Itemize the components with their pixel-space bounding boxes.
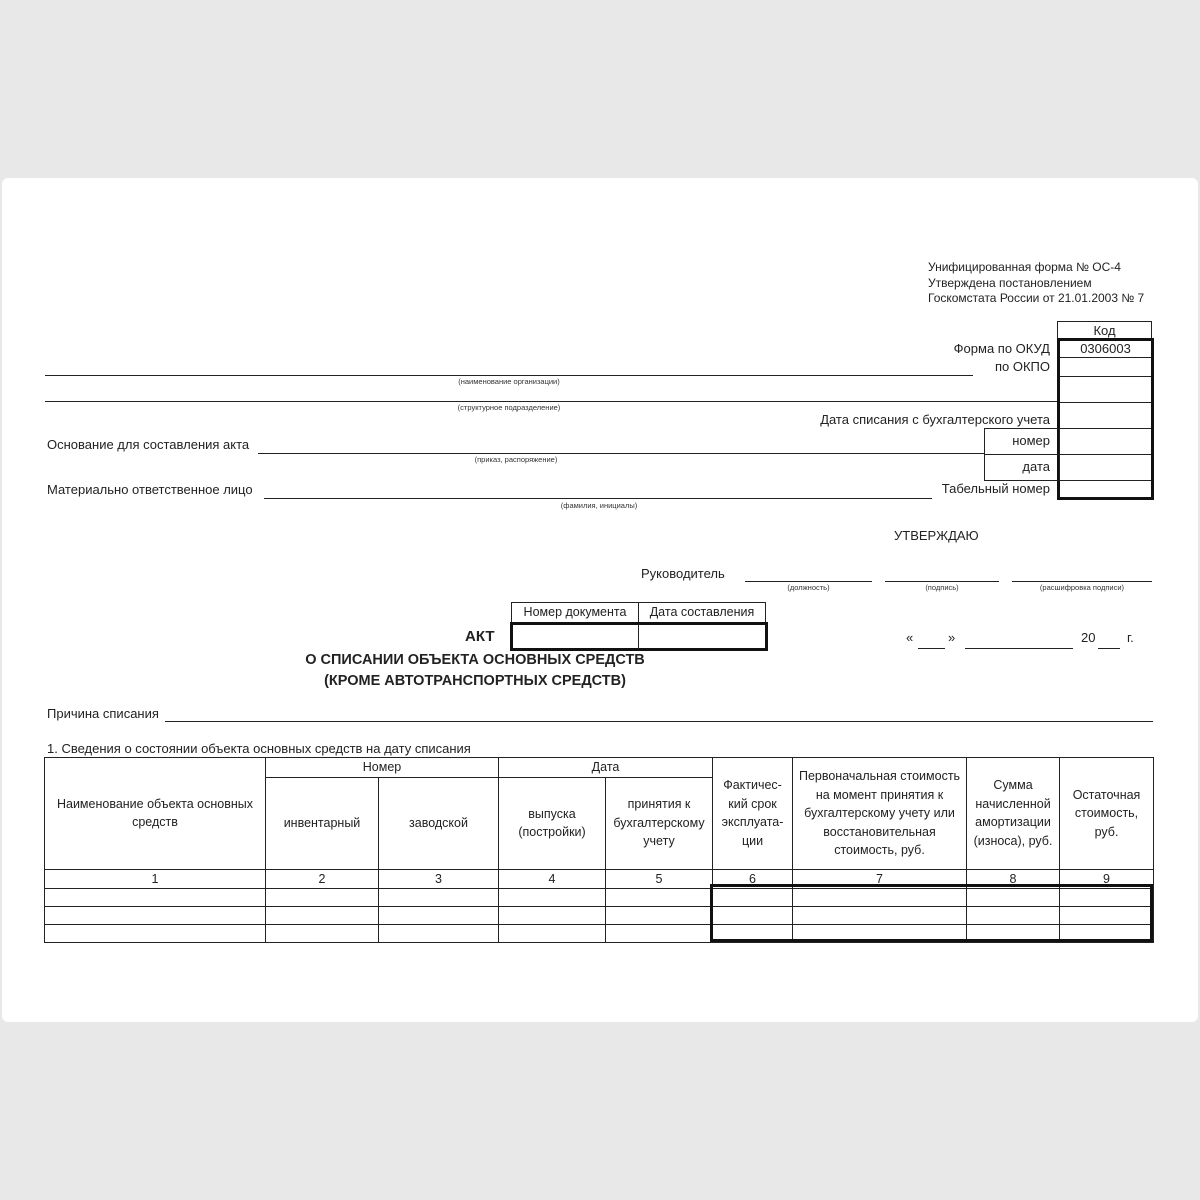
table-cell[interactable] (45, 907, 266, 925)
date-group-header: Дата (499, 758, 713, 778)
doc-date-field[interactable] (640, 625, 764, 648)
table-cell[interactable] (266, 907, 379, 925)
col-initial-cost-header: Первоначальная стоимость на момент принятия к бухгалтерскому учету или восстановительная стоимость, руб. (793, 758, 967, 870)
reason-line[interactable] (165, 721, 1153, 722)
table-cell[interactable] (606, 907, 713, 925)
doc-title: АКТ (465, 628, 495, 645)
signature-caption: (подпись) (925, 583, 959, 592)
table-cell[interactable] (606, 925, 713, 943)
year-suffix: г. (1127, 630, 1134, 645)
table-cell[interactable] (379, 889, 499, 907)
division-line[interactable] (45, 401, 1057, 402)
position-line[interactable] (745, 581, 872, 582)
table-cell[interactable] (499, 889, 606, 907)
col-inventory-header: инвентарный (266, 777, 379, 869)
col-number: 4 (499, 869, 606, 889)
col-number: 2 (266, 869, 379, 889)
col-service-life-header: Фактичес-кий срок эксплуата-ции (713, 758, 793, 870)
reason-label: Причина списания (47, 706, 159, 721)
responsible-line[interactable] (264, 498, 932, 499)
approve-label: УТВЕРЖДАЮ (894, 528, 979, 543)
table-cell[interactable] (606, 889, 713, 907)
doc-date-header: Дата составления (638, 602, 766, 623)
year-prefix: 20 (1081, 630, 1096, 645)
table-cell[interactable] (379, 925, 499, 943)
org-caption: (наименование организации) (458, 377, 560, 386)
table-cell[interactable] (266, 889, 379, 907)
table-cell[interactable] (266, 925, 379, 943)
table-cell[interactable] (45, 889, 266, 907)
basis-label: Основание для составления акта (47, 437, 250, 452)
responsible-label: Материально ответственное лицо (47, 482, 253, 497)
kod-header: Код (1057, 321, 1152, 340)
signature-line[interactable] (885, 581, 999, 582)
write-off-date-label: Дата списания с бухгалтерского учета (820, 412, 1050, 427)
day-line[interactable] (918, 648, 945, 649)
col-number: 3 (379, 869, 499, 889)
form-header (928, 260, 1144, 307)
col-residual-header: Остаточная стоимость, руб. (1060, 758, 1154, 870)
year-line[interactable] (1098, 648, 1120, 649)
code-column-frame (1057, 338, 1154, 500)
quote-open: « (906, 630, 914, 645)
okud-code-cell[interactable]: 0306003 (1060, 341, 1151, 358)
col-number: 7 (793, 869, 967, 889)
col-number: 9 (1060, 869, 1154, 889)
doc-subtitle2: (КРОМЕ АВТОТРАНСПОРТНЫХ СРЕДСТВ) (324, 673, 626, 689)
number-group-header: Номер (266, 758, 499, 778)
decoding-line[interactable] (1012, 581, 1152, 582)
col-acceptance-header: принятия к бухгалтерскому учету (606, 777, 713, 869)
table-cell[interactable] (499, 925, 606, 943)
okpo-label: по ОКПО (994, 359, 1050, 374)
quote-close: » (948, 630, 956, 645)
document-sheet (2, 178, 1198, 1022)
table-cell[interactable] (379, 907, 499, 925)
doc-number-header: Номер документа (511, 602, 639, 623)
doc-subtitle1: О СПИСАНИИ ОБЪЕКТА ОСНОВНЫХ СРЕДСТВ (305, 652, 645, 668)
col-depreciation-header: Сумма начисленной амортизации (износа), руб. (967, 758, 1060, 870)
col-number: 8 (967, 869, 1060, 889)
doc-number-field[interactable] (513, 625, 637, 648)
basis-caption: (приказ, распоряжение) (474, 455, 558, 464)
form-header-line3: Госкомстата России от 21.01.2003 № 7 (928, 291, 1145, 305)
form-header-line2: Утверждена постановлением (928, 275, 1092, 290)
basis-line[interactable] (258, 453, 984, 454)
col-name-header: Наименование объекта основных средств (45, 758, 266, 870)
col-number: 1 (45, 869, 266, 889)
section1-title: 1. Сведения о состоянии объекта основных средств на дату списания (47, 741, 471, 756)
month-line[interactable] (965, 648, 1073, 649)
col-number: 5 (606, 869, 713, 889)
decoding-caption: (расшифровка подписи) (1039, 583, 1125, 592)
number-label: номер (1012, 433, 1050, 448)
tabel-label: Табельный номер (941, 481, 1050, 496)
responsible-caption: (фамилия, инициалы) (560, 501, 638, 510)
col-release-header: выпуска (постройки) (499, 777, 606, 869)
col-factory-header: заводской (379, 777, 499, 869)
head-label: Руководитель (641, 566, 725, 581)
date-label: дата (1022, 459, 1050, 474)
table-cell[interactable] (499, 907, 606, 925)
org-line[interactable] (45, 375, 973, 376)
col-number: 6 (713, 869, 793, 889)
division-caption: (структурное подразделение) (457, 403, 561, 412)
form-header-line1: Унифицированная форма № ОС-4 (928, 260, 1121, 274)
data-cells-frame (710, 884, 1153, 942)
position-caption: (должность) (787, 583, 830, 592)
table-cell[interactable] (45, 925, 266, 943)
okud-label: Форма по ОКУД (953, 341, 1050, 356)
